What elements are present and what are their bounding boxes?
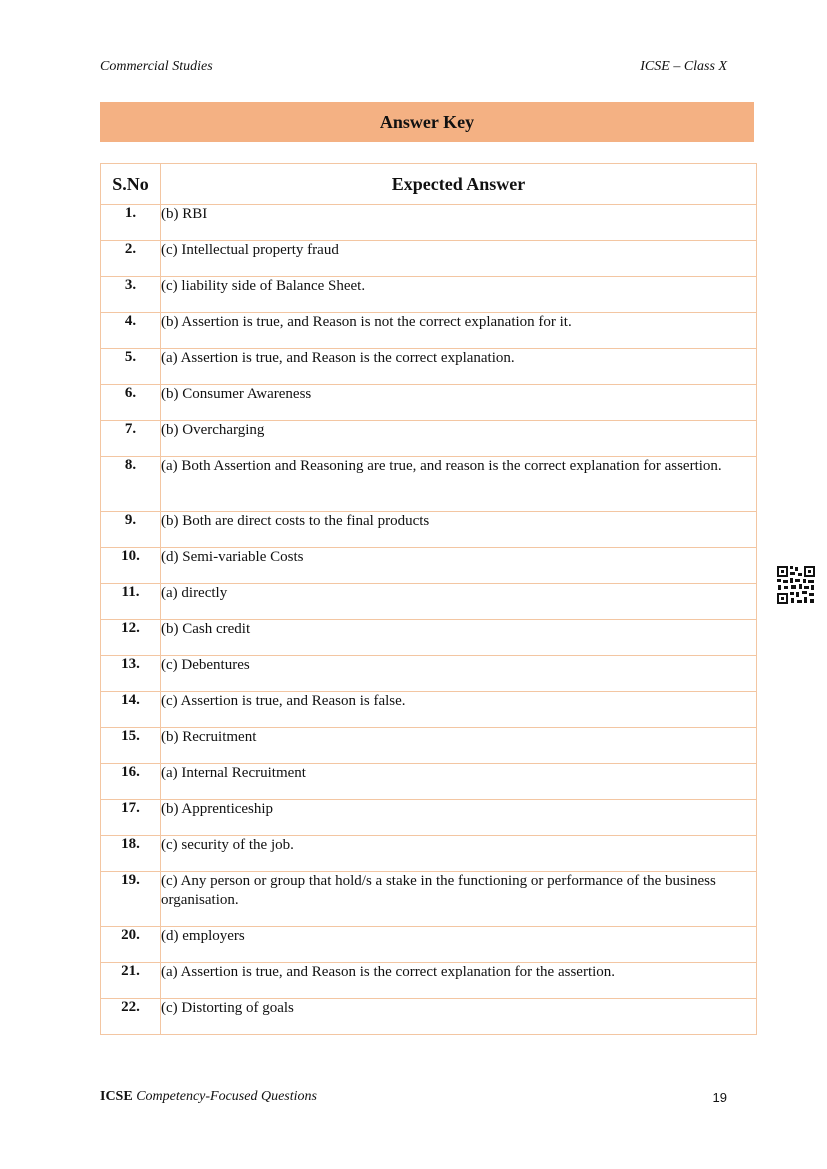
expected-answer: (c) Distorting of goals — [161, 999, 757, 1035]
table-row — [101, 313, 757, 349]
serial-number: 9. — [101, 512, 161, 548]
table-row — [101, 421, 757, 457]
footer-title — [100, 1089, 317, 1105]
serial-number: 3. — [101, 277, 161, 313]
expected-answer: (c) Assertion is true, and Reason is false. — [161, 692, 757, 728]
expected-answer: (b) Overcharging — [161, 421, 757, 457]
table-row — [101, 692, 757, 728]
table-row — [101, 656, 757, 692]
table-row — [101, 241, 757, 277]
expected-answer: (d) Semi-variable Costs — [161, 548, 757, 584]
expected-answer: (c) liability side of Balance Sheet. — [161, 277, 757, 313]
serial-number: 16. — [101, 764, 161, 800]
expected-answer: (b) RBI — [161, 205, 757, 241]
serial-number: 21. — [101, 963, 161, 999]
table-row — [101, 999, 757, 1035]
page-number: 19 — [712, 1090, 727, 1105]
expected-answer: (b) Both are direct costs to the final products — [161, 512, 757, 548]
expected-answer: (a) Assertion is true, and Reason is the correct explanation. — [161, 349, 757, 385]
serial-number: 10. — [101, 548, 161, 584]
expected-answer: (b) Recruitment — [161, 728, 757, 764]
serial-number: 22. — [101, 999, 161, 1035]
table-row — [101, 728, 757, 764]
footer-subtitle: Competency-Focused Questions — [136, 1089, 317, 1104]
table-row — [101, 349, 757, 385]
expected-answer: (b) Cash credit — [161, 620, 757, 656]
table-row — [101, 836, 757, 872]
column-header-sno: S.No — [101, 164, 161, 205]
expected-answer: (c) Any person or group that hold/s a stake in the functioning or performance of the business organisation. — [161, 872, 757, 927]
expected-answer: (b) Assertion is true, and Reason is not the correct explanation for it. — [161, 313, 757, 349]
expected-answer: (c) Debentures — [161, 656, 757, 692]
serial-number: 5. — [101, 349, 161, 385]
running-header-subject: Commercial Studies — [100, 59, 213, 74]
expected-answer: (a) Internal Recruitment — [161, 764, 757, 800]
table-row — [101, 800, 757, 836]
table-row — [101, 385, 757, 421]
serial-number: 19. — [101, 872, 161, 927]
serial-number: 2. — [101, 241, 161, 277]
serial-number: 1. — [101, 205, 161, 241]
answer-table — [100, 163, 757, 1035]
qr-code-icon[interactable] — [776, 565, 816, 605]
expected-answer: (b) Consumer Awareness — [161, 385, 757, 421]
expected-answer: (a) Assertion is true, and Reason is the correct explanation for the assertion. — [161, 963, 757, 999]
footer-brand: ICSE — [100, 1089, 133, 1104]
table-row — [101, 277, 757, 313]
answer-key-banner — [100, 102, 754, 142]
serial-number: 6. — [101, 385, 161, 421]
expected-answer: (b) Apprenticeship — [161, 800, 757, 836]
serial-number: 17. — [101, 800, 161, 836]
serial-number: 11. — [101, 584, 161, 620]
table-row — [101, 512, 757, 548]
expected-answer: (c) Intellectual property fraud — [161, 241, 757, 277]
serial-number: 12. — [101, 620, 161, 656]
table-row — [101, 620, 757, 656]
expected-answer: (c) security of the job. — [161, 836, 757, 872]
table-row — [101, 764, 757, 800]
serial-number: 20. — [101, 927, 161, 963]
table-row — [101, 205, 757, 241]
serial-number: 7. — [101, 421, 161, 457]
table-row — [101, 548, 757, 584]
running-header-class: ICSE – Class X — [640, 59, 727, 74]
serial-number: 15. — [101, 728, 161, 764]
serial-number: 8. — [101, 457, 161, 512]
banner-title: Answer Key — [379, 111, 475, 132]
table-row — [101, 963, 757, 999]
table-header-row — [101, 164, 757, 205]
serial-number: 13. — [101, 656, 161, 692]
expected-answer: (a) Both Assertion and Reasoning are true, and reason is the correct explanation for assertion. — [161, 457, 757, 512]
expected-answer: (d) employers — [161, 927, 757, 963]
column-header-answer: Expected Answer — [161, 164, 757, 205]
serial-number: 4. — [101, 313, 161, 349]
table-row — [101, 872, 757, 927]
table-row — [101, 457, 757, 512]
expected-answer: (a) directly — [161, 584, 757, 620]
table-row — [101, 584, 757, 620]
serial-number: 14. — [101, 692, 161, 728]
table-row — [101, 927, 757, 963]
serial-number: 18. — [101, 836, 161, 872]
